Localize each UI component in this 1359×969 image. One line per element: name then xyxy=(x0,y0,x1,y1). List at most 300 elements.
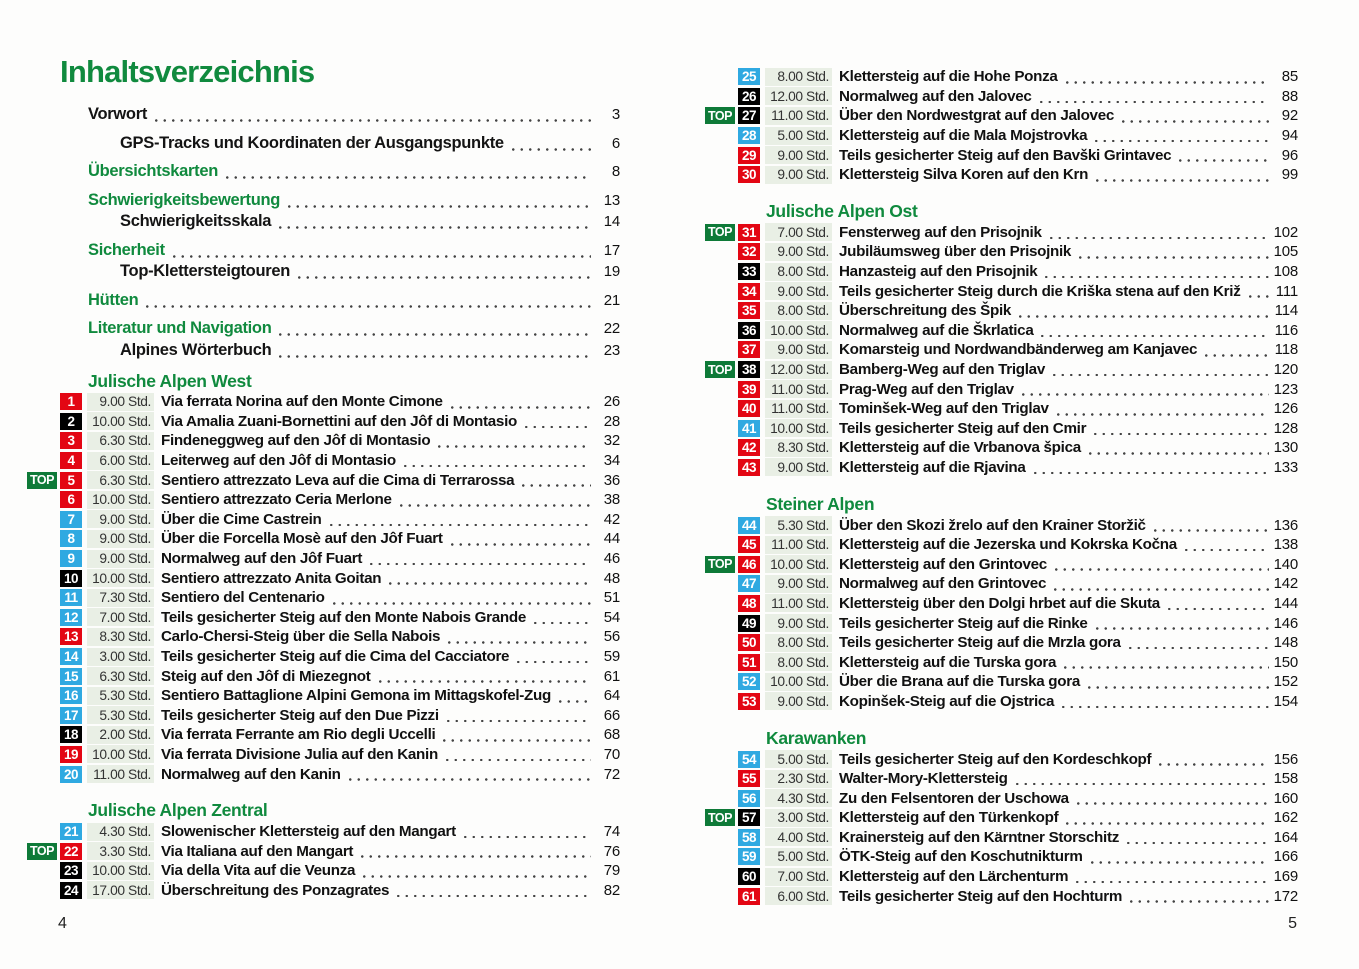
dot-leader xyxy=(435,431,591,451)
tour-page-number: 123 xyxy=(1273,380,1298,398)
tour-title: Teils gesicherter Steig auf den Monte Nabois Grande xyxy=(161,608,527,626)
tour-row xyxy=(60,745,620,765)
tour-number-badge: 4 xyxy=(60,452,82,469)
tour-section xyxy=(30,370,620,784)
tour-page-number: 169 xyxy=(1273,868,1298,886)
top-tour-badge: TOP xyxy=(705,809,735,826)
tour-page-number: 26 xyxy=(603,393,620,411)
dot-leader xyxy=(1050,360,1269,380)
dot-leader xyxy=(1126,633,1269,653)
tour-duration: 10.00 Std. xyxy=(765,321,832,339)
tour-number-badge: 3 xyxy=(60,432,82,449)
tour-row xyxy=(738,594,1298,614)
front-matter-page-number: 13 xyxy=(603,191,620,209)
tour-title: Jubiläumsweg über den Prisojnik xyxy=(839,243,1072,261)
tour-duration: 2.30 Std. xyxy=(765,770,832,788)
tour-number-badge: 19 xyxy=(60,746,82,763)
tour-page-number: 85 xyxy=(1281,68,1298,86)
page-title: Inhaltsverzeichnis xyxy=(60,54,315,89)
tour-row xyxy=(738,301,1298,321)
dot-leader xyxy=(1016,301,1269,321)
tour-duration: 6.00 Std. xyxy=(87,452,154,470)
tour-title: Teils gesicherter Steig auf den Cmir xyxy=(839,419,1087,437)
top-tour-badge: TOP xyxy=(27,843,57,860)
tour-title: Teils gesicherter Steig durch die Kriška stena auf den Križ xyxy=(839,282,1241,300)
section-heading: Julische Alpen Zentral xyxy=(88,800,268,821)
tour-duration: 10.00 Std. xyxy=(87,491,154,509)
dot-leader xyxy=(358,841,591,861)
tour-duration: 9.00 Std. xyxy=(765,575,832,593)
front-matter-page-number: 17 xyxy=(603,241,620,259)
tour-page-number: 150 xyxy=(1273,653,1298,671)
tour-row xyxy=(738,379,1298,399)
tour-title: Zu den Felsentoren der Uschowa xyxy=(839,789,1069,807)
tour-page-number: 74 xyxy=(603,823,620,841)
front-matter-page-number: 6 xyxy=(611,134,620,152)
dot-leader xyxy=(461,822,591,842)
tour-duration: 10.00 Std. xyxy=(765,419,832,437)
dot-leader xyxy=(1073,867,1269,887)
tour-duration: 10.00 Std. xyxy=(87,862,154,880)
dot-leader xyxy=(1051,574,1269,594)
tour-page-number: 61 xyxy=(603,667,620,685)
front-matter-group xyxy=(60,133,620,155)
tour-number-badge: 37 xyxy=(738,341,760,358)
tour-section xyxy=(30,800,620,900)
tour-duration: 9.00 Std. xyxy=(765,614,832,632)
tour-duration: 9.00 Std. xyxy=(765,458,832,476)
tour-number-badge: 27 xyxy=(738,107,760,124)
tour-number-badge: 54 xyxy=(738,751,760,768)
tour-row xyxy=(738,262,1298,282)
dot-leader xyxy=(1031,458,1269,478)
tour-number-badge: 41 xyxy=(738,420,760,437)
front-matter-label: GPS-Tracks und Koordinaten der Ausgangspunkte xyxy=(120,133,504,152)
tour-duration: 6.00 Std. xyxy=(765,887,832,905)
tour-page-number: 36 xyxy=(603,471,620,489)
dot-leader xyxy=(1037,87,1269,107)
left-page-number: 4 xyxy=(58,915,67,932)
tour-row xyxy=(60,490,620,510)
front-matter-row xyxy=(88,190,620,212)
tour-title: Via della Vita auf die Veunza xyxy=(161,862,356,880)
tour-page-number: 146 xyxy=(1273,614,1298,632)
tour-number-badge: 34 xyxy=(738,283,760,300)
tour-duration: 11.00 Std. xyxy=(87,765,154,783)
tour-duration: 7.30 Std. xyxy=(87,589,154,607)
dot-leader xyxy=(443,745,591,765)
tour-number-badge: 26 xyxy=(738,88,760,105)
tour-duration: 9.00 Std. xyxy=(87,393,154,411)
dot-leader xyxy=(1165,594,1269,614)
tour-duration: 5.00 Std. xyxy=(765,127,832,145)
tour-page-number: 88 xyxy=(1281,87,1298,105)
tour-title: Teils gesicherter Steig auf den Hochturm xyxy=(839,887,1123,905)
front-matter-row xyxy=(88,161,620,183)
tour-row xyxy=(738,535,1298,555)
dot-leader xyxy=(1085,672,1269,692)
tour-title: Über die Brana auf die Turska gora xyxy=(839,673,1081,691)
tour-page-number: 114 xyxy=(1274,302,1298,320)
tour-row xyxy=(60,431,620,451)
tour-title: Teils gesicherter Steig auf die Cima del Cacciatore xyxy=(161,648,510,666)
tour-page-number: 133 xyxy=(1273,458,1298,476)
dot-leader xyxy=(1063,808,1269,828)
dot-leader xyxy=(223,161,591,183)
tour-number-badge: 52 xyxy=(738,673,760,690)
tour-row xyxy=(738,574,1298,594)
tour-row xyxy=(60,764,620,784)
front-matter-page-number: 19 xyxy=(603,263,620,281)
tour-number-badge: 31 xyxy=(738,224,760,241)
tour-number-badge: 25 xyxy=(738,68,760,85)
dot-leader xyxy=(276,340,591,362)
tour-page-number: 59 xyxy=(603,648,620,666)
tour-row xyxy=(738,515,1298,535)
tour-row xyxy=(738,633,1298,653)
left-page-column xyxy=(30,104,620,900)
tour-page-number: 126 xyxy=(1273,400,1298,418)
tour-page-number: 118 xyxy=(1274,341,1298,359)
tour-duration: 4.00 Std. xyxy=(765,828,832,846)
tour-duration: 10.00 Std. xyxy=(87,412,154,430)
tour-duration: 8.00 Std. xyxy=(765,68,832,86)
dot-leader xyxy=(1088,847,1269,867)
tour-row xyxy=(738,438,1298,458)
tour-title: Bamberg-Weg auf den Triglav xyxy=(839,361,1045,379)
tour-number-badge: 13 xyxy=(60,628,82,645)
tour-row xyxy=(60,881,620,901)
tour-row xyxy=(60,392,620,412)
tour-row xyxy=(60,451,620,471)
tour-page-number: 56 xyxy=(603,628,620,646)
tour-title: Teils gesicherter Steig auf die Rinke xyxy=(839,614,1088,632)
dot-leader xyxy=(330,588,591,608)
tour-title: Hanzasteig auf den Prisojnik xyxy=(839,263,1038,281)
dot-leader xyxy=(1047,223,1269,243)
top-tour-badge: TOP xyxy=(705,224,735,241)
front-matter-page-number: 14 xyxy=(603,213,620,231)
tour-number-badge: 38 xyxy=(738,361,760,378)
tour-title: Klettersteig auf die Turska gora xyxy=(839,653,1057,671)
tour-number-badge: 42 xyxy=(738,439,760,456)
front-matter-group xyxy=(60,290,620,312)
tour-title: Über die Forcella Mosè auf den Jôf Fuart xyxy=(161,530,443,548)
tour-page-number: 76 xyxy=(603,842,620,860)
tour-number-badge: 14 xyxy=(60,648,82,665)
dot-leader xyxy=(448,392,591,412)
tour-row xyxy=(60,822,620,842)
tour-title: Sentiero Battaglione Alpini Gemona im Mittagskofel-Zug xyxy=(161,687,551,705)
tour-row xyxy=(738,613,1298,633)
tour-title: Krainersteig auf den Kärntner Storschitz xyxy=(839,828,1119,846)
tour-row xyxy=(60,627,620,647)
tour-row xyxy=(738,847,1298,867)
tour-row xyxy=(60,647,620,667)
tour-page-number: 66 xyxy=(603,706,620,724)
tour-row xyxy=(30,841,620,861)
tour-title: Über den Skozi žrelo auf den Krainer Storžič xyxy=(839,516,1146,534)
tour-page-number: 138 xyxy=(1273,536,1298,554)
tour-title: Teils gesicherter Steig auf den Bavški Grintavec xyxy=(839,146,1172,164)
tour-duration: 8.00 Std. xyxy=(765,653,832,671)
dot-leader xyxy=(1013,769,1269,789)
tour-page-number: 105 xyxy=(1273,243,1298,261)
tour-number-badge: 48 xyxy=(738,595,760,612)
tour-duration: 6.30 Std. xyxy=(87,432,154,450)
tour-page-number: 136 xyxy=(1273,516,1298,534)
tour-page-number: 148 xyxy=(1273,634,1298,652)
section-heading: Karawanken xyxy=(766,727,867,748)
dot-leader xyxy=(367,549,591,569)
dot-leader xyxy=(1176,145,1269,165)
tour-page-number: 164 xyxy=(1273,828,1298,846)
tour-duration: 7.00 Std. xyxy=(765,223,832,241)
tour-title: Normalweg auf die Škrlatica xyxy=(839,321,1034,339)
tour-duration: 9.00 Std. xyxy=(87,510,154,528)
dot-leader xyxy=(360,861,591,881)
dot-leader xyxy=(519,470,591,490)
tour-number-badge: 49 xyxy=(738,615,760,632)
tour-title: Klettersteig Silva Koren auf den Krn xyxy=(839,166,1089,184)
front-matter-page-number: 8 xyxy=(611,163,620,181)
tour-page-number: 51 xyxy=(603,589,620,607)
front-matter-group xyxy=(60,190,620,233)
dot-leader xyxy=(401,451,591,471)
tour-row xyxy=(738,769,1298,789)
tour-title: Sentiero attrezzato Leva auf die Cima di Terrarossa xyxy=(161,471,515,489)
tour-duration: 9.00 Std. xyxy=(87,550,154,568)
top-tour-badge: TOP xyxy=(705,107,735,124)
tour-page-number: 158 xyxy=(1273,770,1298,788)
tour-number-badge: 39 xyxy=(738,381,760,398)
tour-page-number: 128 xyxy=(1273,419,1298,437)
front-matter-label: Literatur und Navigation xyxy=(88,319,272,338)
tour-page-number: 120 xyxy=(1273,361,1298,379)
tour-number-badge: 51 xyxy=(738,654,760,671)
dot-leader xyxy=(440,725,591,745)
dot-leader xyxy=(276,318,591,340)
front-matter-group xyxy=(60,161,620,183)
tour-row xyxy=(738,886,1298,906)
tour-duration: 11.00 Std. xyxy=(765,536,832,554)
tour-number-badge: 23 xyxy=(60,862,82,879)
tour-row xyxy=(738,67,1298,87)
tour-page-number: 54 xyxy=(603,608,620,626)
dot-leader xyxy=(152,104,591,126)
dot-leader xyxy=(1052,554,1269,574)
tour-page-number: 46 xyxy=(603,550,620,568)
dot-leader xyxy=(1202,340,1269,360)
tour-duration: 3.00 Std. xyxy=(765,809,832,827)
tour-title: Slowenischer Klettersteig auf den Mangart xyxy=(161,823,456,841)
tour-title: Über die Cime Castrein xyxy=(161,510,322,528)
tour-number-badge: 47 xyxy=(738,575,760,592)
tour-page-number: 111 xyxy=(1275,282,1298,300)
tour-row xyxy=(60,861,620,881)
tour-row xyxy=(738,867,1298,887)
section-heading: Steiner Alpen xyxy=(766,493,875,514)
tour-title: Fensterweg auf den Prisojnik xyxy=(839,223,1042,241)
section-heading: Julische Alpen West xyxy=(88,370,252,391)
tour-title: Via ferrata Ferrante am Rio degli Uccelli xyxy=(161,726,436,744)
tour-row xyxy=(60,706,620,726)
tour-page-number: 92 xyxy=(1281,107,1298,125)
front-matter-row xyxy=(120,261,620,283)
tour-duration: 9.00 Std. xyxy=(765,282,832,300)
tour-title: Leiterweg auf den Jôf di Montasio xyxy=(161,452,396,470)
dot-leader xyxy=(1156,749,1269,769)
tour-page-number: 102 xyxy=(1273,223,1298,241)
dot-leader xyxy=(386,568,591,588)
tour-row xyxy=(738,399,1298,419)
tour-row xyxy=(60,568,620,588)
dot-leader xyxy=(1086,438,1269,458)
front-matter-label: Top-Klettersteigtouren xyxy=(120,262,291,281)
dot-leader xyxy=(514,647,591,667)
tour-page-number: 160 xyxy=(1273,789,1298,807)
tour-number-badge: 22 xyxy=(60,843,82,860)
tour-title: Walter-Mory-Klettersteig xyxy=(839,770,1008,788)
tour-number-badge: 5 xyxy=(60,472,82,489)
tour-title: Klettersteig über den Dolgi hrbet auf die Skuta xyxy=(839,594,1160,612)
tour-title: Sentiero attrezzato Anita Goitan xyxy=(161,569,382,587)
tour-duration: 10.00 Std. xyxy=(765,673,832,691)
front-matter-label: Schwierigkeitsbewertung xyxy=(88,190,281,209)
tour-row xyxy=(738,340,1298,360)
tour-page-number: 34 xyxy=(603,452,620,470)
tour-row xyxy=(30,470,620,490)
front-matter-label: Übersichtskarten xyxy=(88,162,219,181)
tour-duration: 8.00 Std. xyxy=(765,302,832,320)
tour-page-number: 82 xyxy=(603,881,620,899)
tour-page-number: 156 xyxy=(1273,750,1298,768)
tour-title: Via ferrata Norina auf den Monte Cimone xyxy=(161,393,443,411)
tour-page-number: 42 xyxy=(603,510,620,528)
tour-row xyxy=(738,828,1298,848)
tour-page-number: 116 xyxy=(1274,321,1298,339)
dot-leader xyxy=(327,510,591,530)
tour-number-badge: 58 xyxy=(738,829,760,846)
tour-page-number: 68 xyxy=(603,726,620,744)
tour-number-badge: 20 xyxy=(60,766,82,783)
dot-leader xyxy=(1093,613,1269,633)
tour-page-number: 64 xyxy=(603,687,620,705)
tour-section xyxy=(708,67,1298,185)
tour-title: Klettersteig auf die Hohe Ponza xyxy=(839,68,1058,86)
tour-page-number: 72 xyxy=(603,765,620,783)
tour-duration: 4.30 Std. xyxy=(765,789,832,807)
tour-row xyxy=(738,126,1298,146)
dot-leader xyxy=(1182,535,1269,555)
dot-leader xyxy=(1246,281,1270,301)
tour-row xyxy=(738,321,1298,341)
tour-title: Normalweg auf den Kanin xyxy=(161,765,341,783)
front-matter-group xyxy=(60,318,620,361)
tour-number-badge: 43 xyxy=(738,459,760,476)
tour-number-badge: 55 xyxy=(738,770,760,787)
section-heading: Julische Alpen Ost xyxy=(766,201,918,222)
tour-page-number: 28 xyxy=(603,412,620,430)
tour-duration: 5.30 Std. xyxy=(765,516,832,534)
tour-title: Klettersteig auf die Mala Mojstrovka xyxy=(839,127,1088,145)
tour-number-badge: 53 xyxy=(738,693,760,710)
tour-duration: 3.30 Std. xyxy=(87,842,154,860)
front-matter-label: Vorwort xyxy=(88,105,148,124)
dot-leader xyxy=(1038,321,1269,341)
tour-row xyxy=(708,554,1298,574)
tour-number-badge: 1 xyxy=(60,393,82,410)
tour-row xyxy=(738,672,1298,692)
front-matter-page-number: 21 xyxy=(603,291,620,309)
tour-page-number: 79 xyxy=(603,862,620,880)
tour-page-number: 152 xyxy=(1273,673,1298,691)
tour-title: Klettersteig auf die Rjavina xyxy=(839,458,1026,476)
front-matter-label: Sicherheit xyxy=(88,240,165,259)
tour-row xyxy=(60,529,620,549)
tour-row xyxy=(738,458,1298,478)
tour-duration: 10.00 Std. xyxy=(87,569,154,587)
tour-title: Klettersteig auf die Jezerska und Kokrska Kočna xyxy=(839,536,1177,554)
tour-row xyxy=(738,788,1298,808)
tour-number-badge: 17 xyxy=(60,707,82,724)
dot-leader xyxy=(346,764,591,784)
tour-number-badge: 6 xyxy=(60,491,82,508)
tour-number-badge: 28 xyxy=(738,127,760,144)
top-tour-badge: TOP xyxy=(705,361,735,378)
front-matter-page-number: 22 xyxy=(603,320,620,338)
tour-page-number: 108 xyxy=(1273,263,1298,281)
tour-row xyxy=(708,808,1298,828)
left-tour-sections xyxy=(30,370,620,900)
tour-row xyxy=(738,281,1298,301)
front-matter-page-number: 3 xyxy=(611,106,620,124)
dot-leader xyxy=(448,529,591,549)
tour-number-badge: 33 xyxy=(738,263,760,280)
tour-number-badge: 61 xyxy=(738,888,760,905)
tour-number-badge: 29 xyxy=(738,147,760,164)
tour-row xyxy=(708,360,1298,380)
tour-number-badge: 12 xyxy=(60,609,82,626)
dot-leader xyxy=(445,627,591,647)
tour-page-number: 166 xyxy=(1273,848,1298,866)
front-matter-row xyxy=(120,133,620,155)
tour-duration: 9.00 Std. xyxy=(765,166,832,184)
tour-page-number: 44 xyxy=(603,530,620,548)
tour-duration: 10.00 Std. xyxy=(87,745,154,763)
front-matter-row xyxy=(120,340,620,362)
tour-title: ÖTK-Steig auf den Koschutnikturm xyxy=(839,848,1083,866)
dot-leader xyxy=(1059,692,1269,712)
dot-leader xyxy=(295,261,591,283)
tour-number-badge: 60 xyxy=(738,868,760,885)
tour-duration: 5.30 Std. xyxy=(87,687,154,705)
tour-row xyxy=(738,692,1298,712)
dot-leader xyxy=(1119,106,1269,126)
tour-row xyxy=(708,223,1298,243)
tour-number-badge: 16 xyxy=(60,687,82,704)
tour-title: Über den Nordwestgrat auf den Jalovec xyxy=(839,107,1115,125)
tour-row xyxy=(738,419,1298,439)
tour-duration: 8.30 Std. xyxy=(765,439,832,457)
tour-page-number: 144 xyxy=(1273,594,1298,612)
tour-row xyxy=(60,666,620,686)
front-matter-row xyxy=(88,318,620,340)
tour-row xyxy=(60,412,620,432)
tour-section xyxy=(708,727,1298,906)
tour-title: Teils gesicherter Steig auf den Kordeschkopf xyxy=(839,750,1152,768)
dot-leader xyxy=(1042,262,1269,282)
